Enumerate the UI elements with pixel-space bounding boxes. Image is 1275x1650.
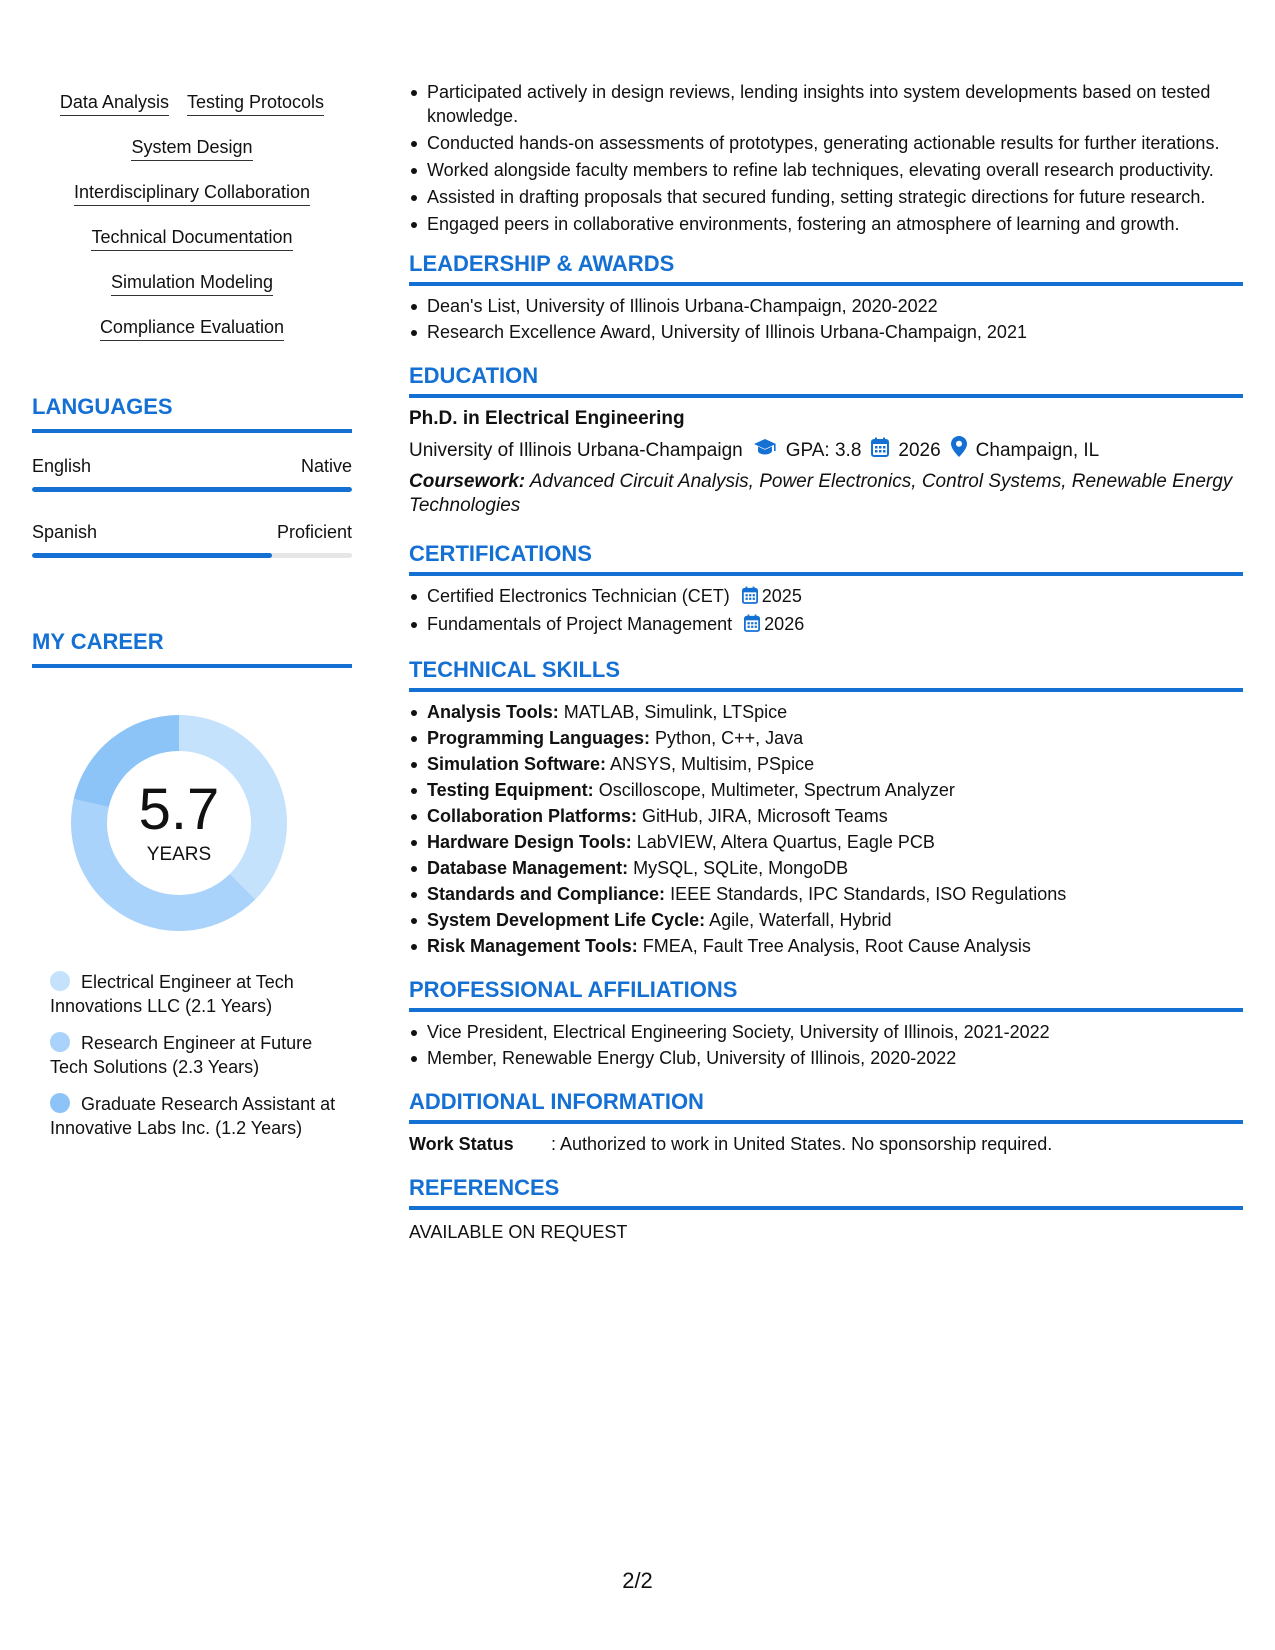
affiliation-item: Vice President, Electrical Engineering Society, University of Illinois, 2021-2022 [409,1020,1243,1044]
skill-category: System Development Life Cycle: [427,910,706,930]
skill-tag: Simulation Modeling [111,260,273,296]
technical-skill-item [409,830,1243,854]
career-section [32,628,352,1140]
page-number: 2/2 [622,1568,653,1593]
skill-category: Analysis Tools: [427,702,559,722]
career-years-unit: YEARS [146,844,212,865]
additional-info-heading: ADDITIONAL INFORMATION [409,1088,1243,1124]
education-heading: EDUCATION [409,362,1243,398]
language-level: Native [300,456,352,476]
coursework [409,470,1243,518]
certification-name: Certified Electronics Technician (CET) [427,586,730,606]
leadership-list [409,294,1243,344]
skill-values: MySQL, SQLite, MongoDB [633,858,849,878]
skill-values: LabVIEW, Altera Quartus, Eagle PCB [636,832,935,852]
certification-name: Fundamentals of Project Management [427,614,733,634]
skill-tag: System Design [131,125,252,161]
work-status-label: Work Status [409,1134,514,1154]
skill-values: IEEE Standards, IPC Standards, ISO Regulations [670,884,1067,904]
career-total-years: 5.7 [138,777,220,842]
experience-bullet: Engaged peers in collaborative environments, fostering an atmosphere of learning and growth. [409,212,1243,236]
left-column [32,80,352,1153]
technical-skills-list [409,700,1243,958]
skill-tag: Data Analysis [60,80,169,116]
career-legend-label: Research Engineer at Future Tech Solutions (2.3 Years) [50,1033,313,1077]
degree-title: Ph.D. in Electrical Engineering [409,408,685,429]
career-donut-chart [66,710,292,936]
graduation-cap-icon [753,438,777,464]
experience-bullet: Conducted hands-on assessments of prototypes, generating actionable results for further iterations. [409,131,1243,155]
language-item [32,520,352,558]
language-level-bar [32,487,352,492]
career-legend-item [50,1092,340,1140]
language-level-bar [32,553,352,558]
skill-category: Database Management: [427,858,629,878]
legend-dot-icon [50,971,70,991]
affiliation-item: Member, Renewable Energy Club, University of Illinois, 2020-2022 [409,1046,1243,1070]
skill-values: MATLAB, Simulink, LTSpice [563,702,788,722]
skill-values: Agile, Waterfall, Hybrid [709,910,892,930]
technical-skill-item [409,752,1243,776]
skill-tag: Testing Protocols [187,80,324,116]
skill-category: Programming Languages: [427,728,651,748]
work-status-row [409,1132,1243,1156]
technical-skill-item [409,804,1243,828]
calendar-icon [871,437,889,465]
career-heading: MY CAREER [32,628,352,668]
certification-year: 2025 [761,586,802,606]
map-pin-icon [951,436,967,465]
calendar-icon [744,614,760,638]
gpa: GPA: 3.8 [785,439,862,461]
affiliations-heading: PROFESSIONAL AFFILIATIONS [409,976,1243,1012]
languages-section [32,393,352,558]
technical-skills-heading: TECHNICAL SKILLS [409,656,1243,692]
experience-bullets [409,80,1243,236]
calendar-icon [742,586,758,610]
coursework-list: Advanced Circuit Analysis, Power Electronics, Control Systems, Renewable Energy Technologies [409,471,1233,516]
career-legend-item [50,1031,340,1079]
language-level-fill [32,553,272,558]
certifications-heading: CERTIFICATIONS [409,540,1243,576]
skill-values: Oscilloscope, Multimeter, Spectrum Analyzer [598,780,955,800]
school-name: University of Illinois Urbana-Champaign [409,439,743,461]
technical-skill-item [409,934,1243,958]
experience-bullet: Assisted in drafting proposals that secured funding, setting strategic directions for future research. [409,185,1243,209]
technical-skill-item [409,778,1243,802]
references-heading: REFERENCES [409,1174,1243,1210]
skill-tag: Interdisciplinary Collaboration [74,170,310,206]
skill-values: FMEA, Fault Tree Analysis, Root Cause Analysis [642,936,1031,956]
affiliations-list [409,1020,1243,1070]
skill-category: Risk Management Tools: [427,936,638,956]
career-legend-label: Electrical Engineer at Tech Innovations LLC (2.1 Years) [50,972,294,1016]
graduation-year: 2026 [898,439,941,461]
coursework-label: Coursework: [409,471,526,492]
technical-skill-item [409,700,1243,724]
legend-dot-icon [50,1093,70,1113]
skill-category: Collaboration Platforms: [427,806,638,826]
school-location: Champaign, IL [975,439,1100,461]
certifications-list [409,584,1243,638]
skill-tag: Compliance Evaluation [100,305,284,341]
languages-heading: LANGUAGES [32,393,352,433]
leadership-heading: LEADERSHIP & AWARDS [409,250,1243,286]
language-item [32,454,352,492]
experience-bullet: Worked alongside faculty members to refine lab techniques, elevating overall research productivity. [409,158,1243,182]
skill-category: Standards and Compliance: [427,884,666,904]
education-entry [409,406,1243,518]
technical-skill-item [409,882,1243,906]
language-name: English [32,456,92,476]
career-legend-label: Graduate Research Assistant at Innovative Labs Inc. (1.2 Years) [50,1094,336,1138]
skill-tag: Technical Documentation [91,215,292,251]
skill-category: Simulation Software: [427,754,607,774]
certification-year: 2026 [764,614,805,634]
skill-category: Testing Equipment: [427,780,594,800]
right-column [409,80,1243,1244]
language-name: Spanish [32,522,98,542]
skill-values: Python, C++, Java [655,728,804,748]
work-status-value: : Authorized to work in United States. No sponsorship required. [551,1134,1053,1154]
language-level-fill [32,487,352,492]
certification-item [409,612,1243,638]
skill-values: ANSYS, Multisim, PSpice [610,754,815,774]
technical-skill-item [409,856,1243,880]
leadership-item: Research Excellence Award, University of Illinois Urbana-Champaign, 2021 [409,320,1243,344]
skill-category: Hardware Design Tools: [427,832,632,852]
legend-dot-icon [50,1032,70,1052]
leadership-item: Dean's List, University of Illinois Urbana-Champaign, 2020-2022 [409,294,1243,318]
technical-skill-item [409,908,1243,932]
technical-skill-item [409,726,1243,750]
skill-values: GitHub, JIRA, Microsoft Teams [642,806,888,826]
career-legend-item [50,970,340,1018]
experience-bullet: Participated actively in design reviews, lending insights into system developments based on tested knowledge. [409,80,1243,128]
references-text: AVAILABLE ON REQUEST [409,1222,628,1242]
skills-list [32,80,352,350]
career-legend [50,970,340,1140]
certification-item [409,584,1243,610]
language-level: Proficient [276,522,352,542]
